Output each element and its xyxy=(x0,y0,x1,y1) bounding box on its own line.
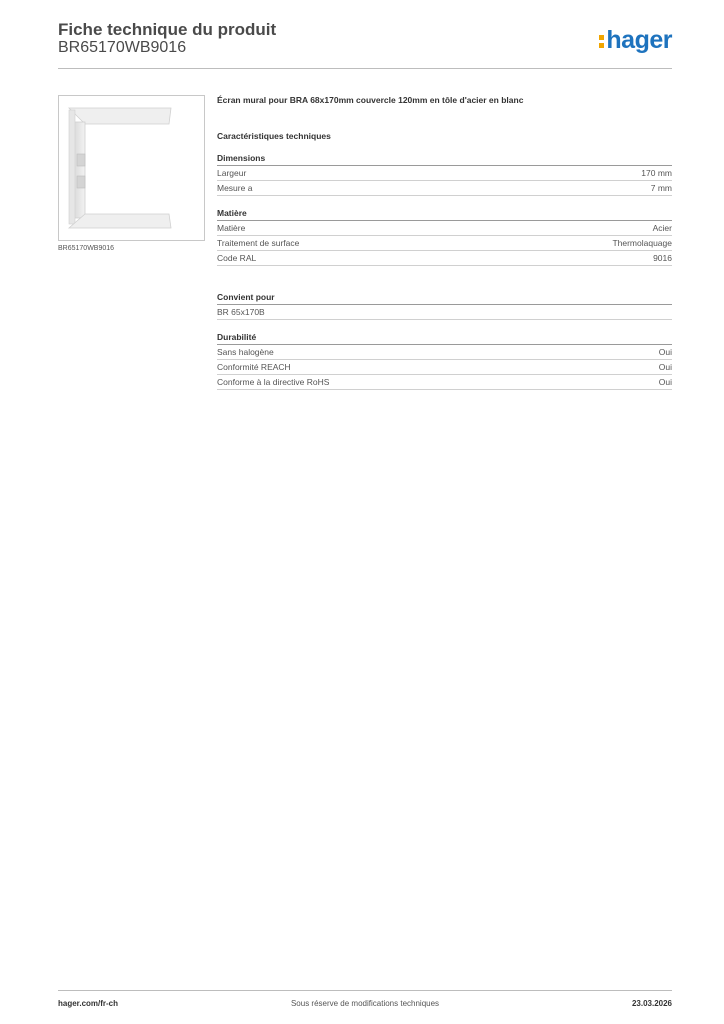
table-row xyxy=(217,251,672,266)
row-value: Oui xyxy=(658,377,672,387)
row-label: Largeur xyxy=(217,168,247,178)
footer-date: 23.03.2026 xyxy=(631,999,672,1008)
group-title: Matière xyxy=(217,208,672,221)
product-description: Écran mural pour BRA 68x170mm couvercle 120mm en tôle d'acier en blanc xyxy=(217,95,524,105)
group-title: Dimensions xyxy=(217,153,672,166)
table-row xyxy=(217,345,672,360)
row-label: Matière xyxy=(217,223,246,233)
group-matiere xyxy=(217,208,672,266)
row-value: 7 mm xyxy=(650,183,672,193)
table-row xyxy=(217,360,672,375)
row-label: Code RAL xyxy=(217,253,257,263)
product-image xyxy=(58,95,205,241)
group-convient-pour xyxy=(217,292,672,320)
image-caption: BR65170WB9016 xyxy=(58,245,115,252)
group-dimensions xyxy=(217,153,672,196)
website-link[interactable]: hager.com/fr-ch xyxy=(58,999,119,1008)
table-row xyxy=(217,236,672,251)
group-title: Durabilité xyxy=(217,332,672,345)
group-title: Convient pour xyxy=(217,292,672,305)
logo-text: hager xyxy=(606,26,672,54)
row-label: Conformité REACH xyxy=(217,362,291,372)
row-label: Mesure a xyxy=(217,183,253,193)
section-title: Caractéristiques techniques xyxy=(217,131,331,141)
row-value: 170 mm xyxy=(641,168,672,178)
table-row xyxy=(217,375,672,390)
row-label: Conforme à la directive RoHS xyxy=(217,377,330,387)
row-value: 9016 xyxy=(653,253,672,263)
footer-disclaimer: Sous réserve de modifications techniques xyxy=(290,999,440,1008)
page-title: Fiche technique du produit xyxy=(58,20,277,39)
product-illustration xyxy=(59,96,204,240)
row-value: Oui xyxy=(658,347,672,357)
logo-colon-mark xyxy=(599,31,604,49)
row-label: Traitement de surface xyxy=(217,238,300,248)
table-row xyxy=(217,181,672,196)
hager-logo xyxy=(599,26,672,55)
row-label: Sans halogène xyxy=(217,347,274,357)
page-footer xyxy=(58,990,672,1008)
product-code: BR65170WB9016 xyxy=(58,39,187,56)
product-details xyxy=(217,95,672,390)
row-value: Thermolaquage xyxy=(612,238,672,248)
page-header xyxy=(58,20,672,69)
table-row xyxy=(217,166,672,181)
table-row xyxy=(217,221,672,236)
group-durabilite xyxy=(217,332,672,390)
row-value: Oui xyxy=(658,362,672,372)
row-label: BR 65x170B xyxy=(217,307,265,317)
table-row xyxy=(217,305,672,320)
row-value: Acier xyxy=(652,223,672,233)
